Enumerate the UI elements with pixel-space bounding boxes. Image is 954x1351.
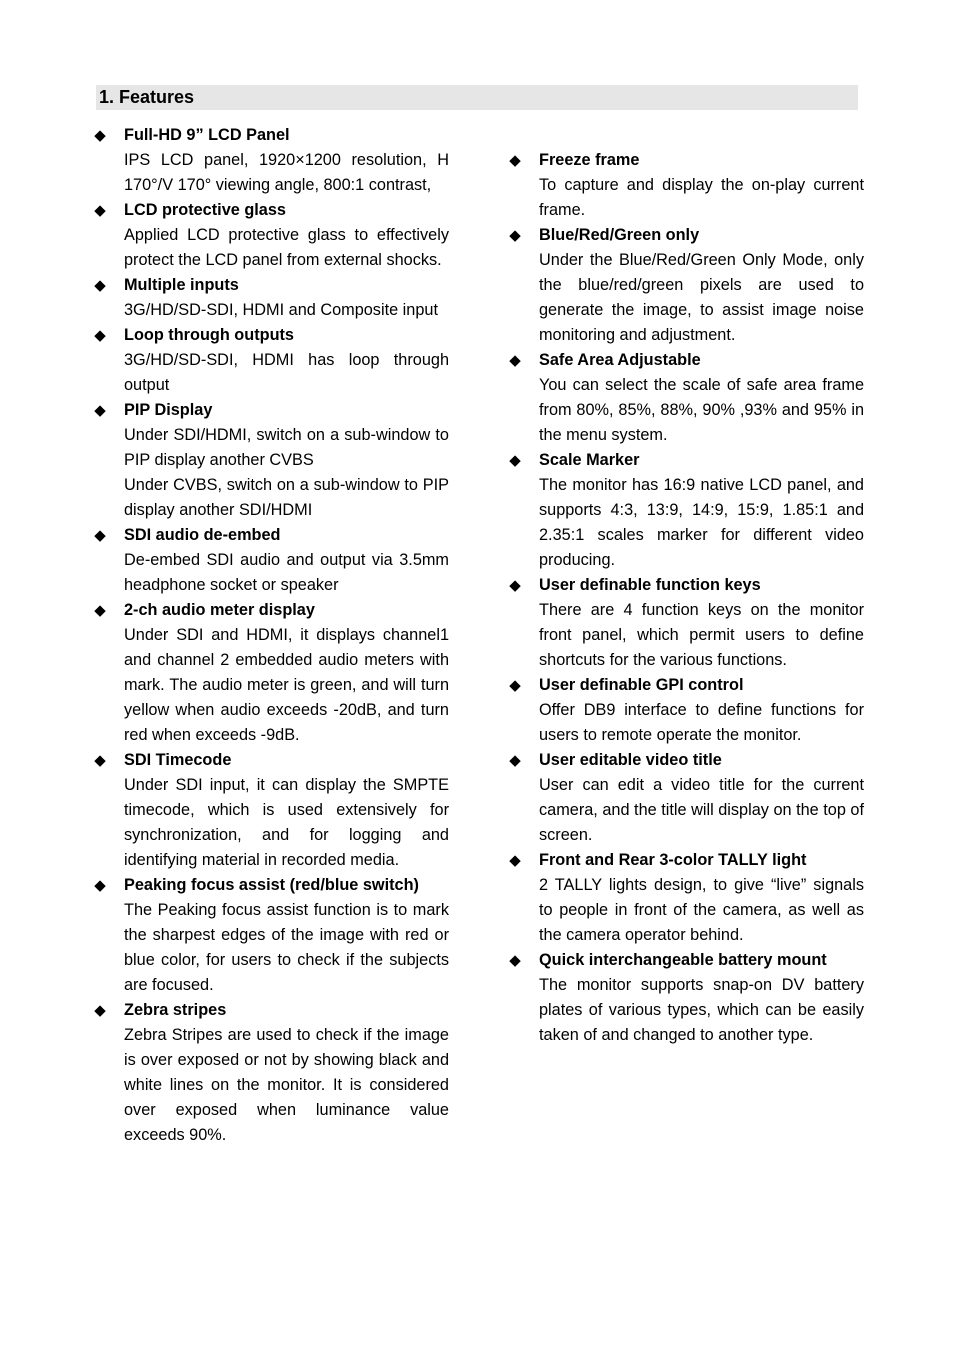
feature-description-paragraph: Applied LCD protective glass to effectively protect the LCD panel from external shocks. [124, 226, 449, 269]
feature-description-paragraph: 3G/HD/SD-SDI, HDMI has loop through output [124, 351, 449, 394]
feature-description [124, 423, 449, 523]
diamond-bullet-icon: ◆ [94, 402, 106, 419]
feature-title: Safe Area Adjustable [539, 351, 701, 369]
section-heading: 1. Features [96, 85, 858, 110]
feature-item [507, 948, 864, 1048]
feature-item [92, 748, 449, 873]
feature-description-paragraph: Under the Blue/Red/Green Only Mode, only the blue/red/green pixels are used to generate the image, to assist image noise monitoring and adjustment. [539, 251, 864, 344]
feature-description-paragraph: 3G/HD/SD-SDI, HDMI and Composite input [124, 301, 438, 319]
feature-description-paragraph: The monitor has 16:9 native LCD panel, and supports 4:3, 13:9, 14:9, 15:9, 1.85:1 and 2.35:1 scales marker for different video producing. [539, 476, 864, 569]
feature-description-paragraph: User can edit a video title for the current camera, and the title will display on the top of screen. [539, 776, 864, 844]
feature-title: 2-ch audio meter display [124, 601, 315, 619]
feature-item [92, 398, 449, 523]
feature-description-paragraph: There are 4 function keys on the monitor front panel, which permit users to define shortcuts for the various functions. [539, 601, 864, 669]
diamond-bullet-icon: ◆ [94, 1002, 106, 1019]
feature-item [92, 873, 449, 998]
feature-title: User definable GPI control [539, 676, 744, 694]
feature-item [92, 273, 449, 323]
diamond-bullet-icon: ◆ [509, 677, 521, 694]
feature-title: Peaking focus assist (red/blue switch) [124, 876, 419, 894]
feature-description-paragraph: Under CVBS, switch on a sub-window to PIP display another SDI/HDMI [124, 476, 449, 519]
feature-title: Scale Marker [539, 451, 640, 469]
feature-description [539, 173, 864, 223]
diamond-bullet-icon: ◆ [94, 752, 106, 769]
feature-title: Loop through outputs [124, 326, 294, 344]
diamond-bullet-icon: ◆ [94, 877, 106, 894]
feature-title: Zebra stripes [124, 1001, 227, 1019]
feature-title: PIP Display [124, 401, 213, 419]
feature-description [124, 898, 449, 998]
feature-description-paragraph: Zebra Stripes are used to check if the image is over exposed or not by showing black and white lines on the monitor. It is considered over exposed when luminance value exceeds 90%. [124, 1026, 449, 1144]
feature-item [507, 748, 864, 848]
feature-item [507, 348, 864, 448]
feature-item [92, 523, 449, 598]
feature-title: User editable video title [539, 751, 722, 769]
diamond-bullet-icon: ◆ [94, 277, 106, 294]
features-right-column [507, 148, 864, 1048]
feature-item [507, 673, 864, 748]
diamond-bullet-icon: ◆ [94, 527, 106, 544]
feature-title: Quick interchangeable battery mount [539, 951, 827, 969]
feature-item [507, 148, 864, 223]
feature-title: Front and Rear 3-color TALLY light [539, 851, 807, 869]
diamond-bullet-icon: ◆ [509, 152, 521, 169]
feature-description [539, 973, 864, 1048]
feature-description [539, 248, 864, 348]
feature-item [92, 198, 449, 273]
feature-item [92, 998, 449, 1148]
feature-description [539, 373, 864, 448]
feature-description-paragraph: Under SDI and HDMI, it displays channel1 and channel 2 embedded audio meters with mark. The audio meter is green, and will turn yellow when audio exceeds -20dB, and turn red when exceeds -9dB. [124, 626, 449, 744]
feature-description [124, 223, 449, 273]
feature-description [539, 473, 864, 573]
feature-description-paragraph: To capture and display the on-play current frame. [539, 176, 864, 219]
feature-description-paragraph: De-embed SDI audio and output via 3.5mm headphone socket or speaker [124, 551, 449, 594]
diamond-bullet-icon: ◆ [509, 352, 521, 369]
feature-title: SDI Timecode [124, 751, 232, 769]
feature-title: Freeze frame [539, 151, 640, 169]
diamond-bullet-icon: ◆ [94, 202, 106, 219]
feature-item [507, 848, 864, 948]
feature-description-paragraph: 2 TALLY lights design, to give “live” signals to people in front of the camera, as well as the camera operator behind. [539, 876, 864, 944]
feature-description [539, 698, 864, 748]
feature-description [539, 598, 864, 673]
feature-description [124, 548, 449, 598]
feature-description-paragraph: You can select the scale of safe area frame from 80%, 85%, 88%, 90% ,93% and 95% in the menu system. [539, 376, 864, 444]
feature-item [507, 573, 864, 673]
diamond-bullet-icon: ◆ [509, 852, 521, 869]
feature-title: User definable function keys [539, 576, 761, 594]
feature-description [539, 873, 864, 948]
feature-description-paragraph: IPS LCD panel, 1920×1200 resolution, H 170°/V 170° viewing angle, 800:1 contrast, [124, 151, 449, 194]
feature-description-paragraph: Under SDI/HDMI, switch on a sub-window to PIP display another CVBS [124, 426, 449, 469]
feature-description [124, 298, 449, 323]
feature-title: Multiple inputs [124, 276, 239, 294]
feature-description [124, 1023, 449, 1148]
feature-description [124, 348, 449, 398]
feature-description [124, 148, 449, 198]
feature-title: Full-HD 9” LCD Panel [124, 126, 290, 144]
diamond-bullet-icon: ◆ [509, 752, 521, 769]
diamond-bullet-icon: ◆ [509, 452, 521, 469]
feature-item [92, 123, 449, 198]
feature-title: LCD protective glass [124, 201, 286, 219]
feature-item [507, 223, 864, 348]
feature-description [124, 773, 449, 873]
diamond-bullet-icon: ◆ [94, 327, 106, 344]
feature-description [539, 773, 864, 848]
feature-description-paragraph: Under SDI input, it can display the SMPTE timecode, which is used extensively for synchronization, and for logging and identifying material in recorded media. [124, 776, 449, 869]
diamond-bullet-icon: ◆ [509, 577, 521, 594]
feature-item [92, 598, 449, 748]
feature-item [92, 323, 449, 398]
feature-item [507, 448, 864, 573]
feature-description-paragraph: The Peaking focus assist function is to mark the sharpest edges of the image with red or blue color, for users to check if the subjects are focused. [124, 901, 449, 994]
diamond-bullet-icon: ◆ [509, 952, 521, 969]
features-left-column [92, 123, 449, 1148]
diamond-bullet-icon: ◆ [94, 602, 106, 619]
feature-title: SDI audio de-embed [124, 526, 281, 544]
feature-description [124, 623, 449, 748]
diamond-bullet-icon: ◆ [509, 227, 521, 244]
feature-description-paragraph: The monitor supports snap-on DV battery plates of various types, which can be easily taken of and changed to another type. [539, 976, 864, 1044]
feature-title: Blue/Red/Green only [539, 226, 700, 244]
feature-description-paragraph: Offer DB9 interface to define functions for users to remote operate the monitor. [539, 701, 864, 744]
diamond-bullet-icon: ◆ [94, 127, 106, 144]
